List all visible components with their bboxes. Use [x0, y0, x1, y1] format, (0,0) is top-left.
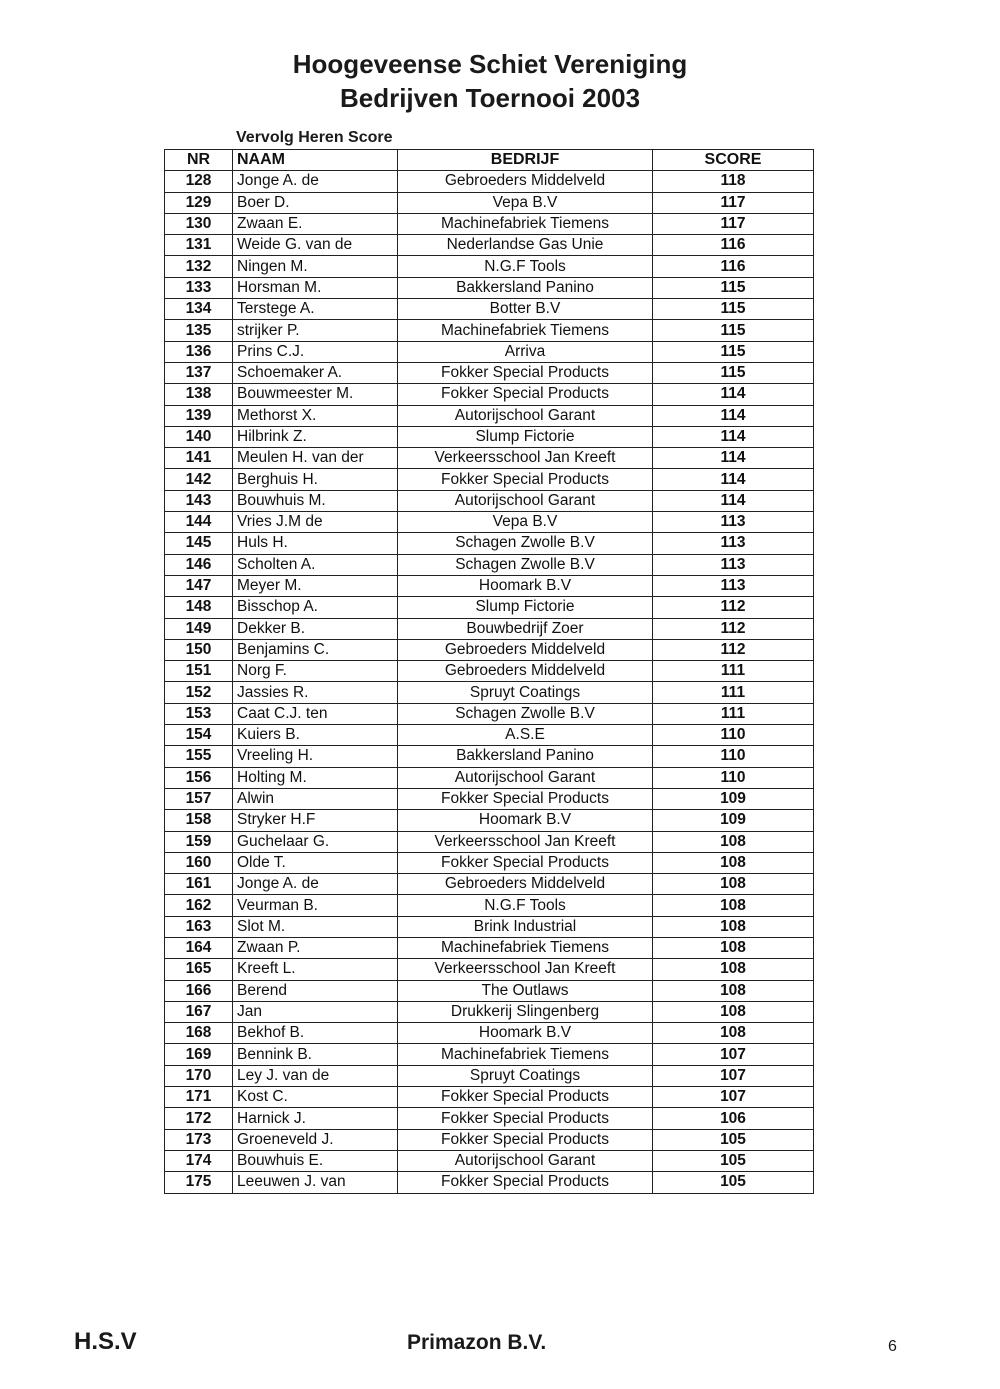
cell-naam: Boer D.	[233, 192, 398, 213]
cell-nr: 154	[165, 725, 233, 746]
table-row	[165, 490, 814, 511]
cell-nr: 132	[165, 256, 233, 277]
cell-nr: 141	[165, 448, 233, 469]
table-row	[165, 277, 814, 298]
cell-bedrijf: Hoomark B.V	[398, 575, 653, 596]
table-row	[165, 1108, 814, 1129]
cell-naam: Jonge A. de	[233, 171, 398, 192]
score-table	[164, 149, 814, 1194]
column-header-nr: NR	[165, 150, 233, 171]
table-row	[165, 1150, 814, 1171]
cell-nr: 164	[165, 937, 233, 958]
cell-nr: 152	[165, 682, 233, 703]
cell-nr: 143	[165, 490, 233, 511]
cell-bedrijf: Autorijschool Garant	[398, 405, 653, 426]
table-row	[165, 1044, 814, 1065]
cell-nr: 171	[165, 1087, 233, 1108]
table-row	[165, 682, 814, 703]
cell-bedrijf: Schagen Zwolle B.V	[398, 703, 653, 724]
page-title: Hoogeveense Schiet Vereniging	[292, 49, 688, 79]
cell-naam: Dekker B.	[233, 618, 398, 639]
cell-score: 108	[653, 959, 814, 980]
cell-naam: Jassies R.	[233, 682, 398, 703]
cell-naam: Huls H.	[233, 533, 398, 554]
cell-score: 110	[653, 725, 814, 746]
cell-score: 115	[653, 299, 814, 320]
cell-naam: Hilbrink Z.	[233, 426, 398, 447]
cell-score: 116	[653, 235, 814, 256]
cell-score: 111	[653, 661, 814, 682]
cell-score: 108	[653, 874, 814, 895]
cell-bedrijf: Fokker Special Products	[398, 852, 653, 873]
cell-naam: Scholten A.	[233, 554, 398, 575]
cell-bedrijf: Schagen Zwolle B.V	[398, 554, 653, 575]
table-row	[165, 725, 814, 746]
page-subtitle: Bedrijven Toernooi 2003	[339, 83, 641, 113]
table-row	[165, 575, 814, 596]
table-row	[165, 299, 814, 320]
table-row	[165, 512, 814, 533]
cell-naam: Prins C.J.	[233, 341, 398, 362]
cell-score: 108	[653, 852, 814, 873]
cell-bedrijf: Machinefabriek Tiemens	[398, 937, 653, 958]
cell-score: 110	[653, 746, 814, 767]
cell-bedrijf: Arriva	[398, 341, 653, 362]
cell-score: 113	[653, 533, 814, 554]
cell-naam: Bouwhuis E.	[233, 1150, 398, 1171]
cell-score: 115	[653, 277, 814, 298]
column-header-score: SCORE	[653, 150, 814, 171]
table-row	[165, 362, 814, 383]
table-row	[165, 1172, 814, 1193]
cell-bedrijf: Brink Industrial	[398, 916, 653, 937]
cell-bedrijf: Bouwbedrijf Zoer	[398, 618, 653, 639]
table-row	[165, 384, 814, 405]
cell-naam: Norg F.	[233, 661, 398, 682]
table-row	[165, 959, 814, 980]
cell-score: 113	[653, 554, 814, 575]
cell-naam: Stryker H.F	[233, 810, 398, 831]
table-row	[165, 1087, 814, 1108]
cell-bedrijf: Vepa B.V	[398, 192, 653, 213]
table-body	[165, 171, 814, 1193]
table-row	[165, 618, 814, 639]
cell-naam: Alwin	[233, 788, 398, 809]
cell-naam: Kost C.	[233, 1087, 398, 1108]
cell-score: 111	[653, 703, 814, 724]
cell-naam: Vries J.M de	[233, 512, 398, 533]
cell-score: 105	[653, 1150, 814, 1171]
cell-score: 108	[653, 831, 814, 852]
table-row	[165, 235, 814, 256]
cell-nr: 134	[165, 299, 233, 320]
table-row	[165, 256, 814, 277]
cell-nr: 149	[165, 618, 233, 639]
cell-naam: Caat C.J. ten	[233, 703, 398, 724]
cell-nr: 135	[165, 320, 233, 341]
cell-naam: Zwaan P.	[233, 937, 398, 958]
cell-naam: Weide G. van de	[233, 235, 398, 256]
cell-nr: 142	[165, 469, 233, 490]
cell-nr: 151	[165, 661, 233, 682]
cell-nr: 161	[165, 874, 233, 895]
cell-score: 105	[653, 1172, 814, 1193]
cell-nr: 156	[165, 767, 233, 788]
cell-naam: Veurman B.	[233, 895, 398, 916]
cell-nr: 129	[165, 192, 233, 213]
cell-naam: Vreeling H.	[233, 746, 398, 767]
cell-bedrijf: Spruyt Coatings	[398, 1065, 653, 1086]
cell-naam: Slot M.	[233, 916, 398, 937]
table-row	[165, 937, 814, 958]
cell-score: 114	[653, 426, 814, 447]
table-row	[165, 213, 814, 234]
cell-bedrijf: Fokker Special Products	[398, 1129, 653, 1150]
cell-nr: 138	[165, 384, 233, 405]
cell-bedrijf: Botter B.V	[398, 299, 653, 320]
cell-nr: 167	[165, 1001, 233, 1022]
cell-nr: 145	[165, 533, 233, 554]
cell-bedrijf: Nederlandse Gas Unie	[398, 235, 653, 256]
cell-nr: 163	[165, 916, 233, 937]
cell-nr: 136	[165, 341, 233, 362]
table-row	[165, 533, 814, 554]
cell-naam: Bouwmeester M.	[233, 384, 398, 405]
cell-bedrijf: Verkeersschool Jan Kreeft	[398, 831, 653, 852]
table-row	[165, 746, 814, 767]
cell-score: 108	[653, 937, 814, 958]
cell-naam: Harnick J.	[233, 1108, 398, 1129]
cell-naam: Kreeft L.	[233, 959, 398, 980]
table-row	[165, 1065, 814, 1086]
cell-score: 114	[653, 469, 814, 490]
cell-bedrijf: N.G.F Tools	[398, 895, 653, 916]
table-row	[165, 916, 814, 937]
cell-score: 109	[653, 810, 814, 831]
table-row	[165, 810, 814, 831]
cell-score: 107	[653, 1087, 814, 1108]
cell-score: 115	[653, 341, 814, 362]
cell-score: 108	[653, 1023, 814, 1044]
table-row	[165, 639, 814, 660]
cell-score: 117	[653, 213, 814, 234]
cell-naam: Ningen M.	[233, 256, 398, 277]
table-row	[165, 192, 814, 213]
cell-score: 117	[653, 192, 814, 213]
cell-nr: 170	[165, 1065, 233, 1086]
cell-nr: 159	[165, 831, 233, 852]
column-header-naam: NAAM	[233, 150, 398, 171]
cell-score: 112	[653, 618, 814, 639]
cell-score: 110	[653, 767, 814, 788]
cell-naam: Guchelaar G.	[233, 831, 398, 852]
cell-score: 111	[653, 682, 814, 703]
cell-naam: Methorst X.	[233, 405, 398, 426]
cell-naam: Jonge A. de	[233, 874, 398, 895]
cell-nr: 155	[165, 746, 233, 767]
table-row	[165, 341, 814, 362]
cell-bedrijf: A.S.E	[398, 725, 653, 746]
cell-bedrijf: Spruyt Coatings	[398, 682, 653, 703]
table-row	[165, 874, 814, 895]
table-row	[165, 405, 814, 426]
cell-naam: Bisschop A.	[233, 597, 398, 618]
cell-bedrijf: Slump Fictorie	[398, 597, 653, 618]
cell-bedrijf: Verkeersschool Jan Kreeft	[398, 959, 653, 980]
cell-naam: Olde T.	[233, 852, 398, 873]
cell-nr: 165	[165, 959, 233, 980]
cell-nr: 174	[165, 1150, 233, 1171]
cell-score: 108	[653, 916, 814, 937]
cell-nr: 131	[165, 235, 233, 256]
table-row	[165, 554, 814, 575]
cell-nr: 137	[165, 362, 233, 383]
table-row	[165, 1023, 814, 1044]
table-row	[165, 767, 814, 788]
table-row	[165, 171, 814, 192]
table-row	[165, 831, 814, 852]
cell-bedrijf: Verkeersschool Jan Kreeft	[398, 448, 653, 469]
cell-bedrijf: Slump Fictorie	[398, 426, 653, 447]
cell-nr: 128	[165, 171, 233, 192]
cell-nr: 147	[165, 575, 233, 596]
cell-bedrijf: Autorijschool Garant	[398, 767, 653, 788]
cell-score: 115	[653, 320, 814, 341]
cell-bedrijf: Fokker Special Products	[398, 1108, 653, 1129]
cell-score: 107	[653, 1044, 814, 1065]
cell-score: 116	[653, 256, 814, 277]
table-row	[165, 1129, 814, 1150]
column-header-bedrijf: BEDRIJF	[398, 150, 653, 171]
cell-nr: 130	[165, 213, 233, 234]
cell-score: 112	[653, 639, 814, 660]
cell-bedrijf: Hoomark B.V	[398, 810, 653, 831]
cell-nr: 133	[165, 277, 233, 298]
cell-bedrijf: Schagen Zwolle B.V	[398, 533, 653, 554]
table-row	[165, 426, 814, 447]
footer-sponsor: Primazon B.V.	[407, 1331, 547, 1354]
cell-bedrijf: Drukkerij Slingenberg	[398, 1001, 653, 1022]
cell-bedrijf: Machinefabriek Tiemens	[398, 320, 653, 341]
table-row	[165, 788, 814, 809]
cell-nr: 140	[165, 426, 233, 447]
cell-nr: 148	[165, 597, 233, 618]
cell-naam: Bouwhuis M.	[233, 490, 398, 511]
table-row	[165, 320, 814, 341]
cell-naam: Leeuwen J. van	[233, 1172, 398, 1193]
cell-naam: Horsman M.	[233, 277, 398, 298]
cell-score: 114	[653, 405, 814, 426]
cell-naam: Groeneveld J.	[233, 1129, 398, 1150]
cell-bedrijf: Machinefabriek Tiemens	[398, 1044, 653, 1065]
cell-naam: Bekhof B.	[233, 1023, 398, 1044]
page-number: 6	[888, 1338, 897, 1355]
cell-nr: 162	[165, 895, 233, 916]
cell-nr: 166	[165, 980, 233, 1001]
cell-score: 114	[653, 448, 814, 469]
cell-score: 114	[653, 384, 814, 405]
cell-bedrijf: Fokker Special Products	[398, 1087, 653, 1108]
cell-naam: Ley J. van de	[233, 1065, 398, 1086]
cell-bedrijf: Autorijschool Garant	[398, 1150, 653, 1171]
cell-bedrijf: Fokker Special Products	[398, 1172, 653, 1193]
cell-score: 108	[653, 895, 814, 916]
cell-naam: strijker P.	[233, 320, 398, 341]
cell-naam: Zwaan E.	[233, 213, 398, 234]
cell-nr: 157	[165, 788, 233, 809]
cell-naam: Schoemaker A.	[233, 362, 398, 383]
cell-nr: 168	[165, 1023, 233, 1044]
footer-club-abbrev: H.S.V	[74, 1328, 137, 1355]
cell-nr: 158	[165, 810, 233, 831]
cell-naam: Berghuis H.	[233, 469, 398, 490]
cell-bedrijf: Machinefabriek Tiemens	[398, 213, 653, 234]
cell-nr: 139	[165, 405, 233, 426]
table-row	[165, 852, 814, 873]
cell-bedrijf: Bakkersland Panino	[398, 746, 653, 767]
cell-naam: Berend	[233, 980, 398, 1001]
cell-score: 107	[653, 1065, 814, 1086]
cell-bedrijf: Bakkersland Panino	[398, 277, 653, 298]
table-header-row	[165, 150, 814, 171]
table-row	[165, 1001, 814, 1022]
cell-nr: 144	[165, 512, 233, 533]
table-row	[165, 980, 814, 1001]
cell-score: 113	[653, 512, 814, 533]
cell-bedrijf: Fokker Special Products	[398, 788, 653, 809]
cell-bedrijf: Fokker Special Products	[398, 384, 653, 405]
cell-bedrijf: Gebroeders Middelveld	[398, 171, 653, 192]
cell-nr: 146	[165, 554, 233, 575]
table-row	[165, 448, 814, 469]
cell-nr: 169	[165, 1044, 233, 1065]
cell-score: 115	[653, 362, 814, 383]
cell-bedrijf: N.G.F Tools	[398, 256, 653, 277]
table-row	[165, 661, 814, 682]
cell-naam: Holting M.	[233, 767, 398, 788]
cell-bedrijf: Gebroeders Middelveld	[398, 661, 653, 682]
table-row	[165, 597, 814, 618]
cell-bedrijf: Fokker Special Products	[398, 469, 653, 490]
cell-nr: 153	[165, 703, 233, 724]
cell-score: 113	[653, 575, 814, 596]
cell-bedrijf: Autorijschool Garant	[398, 490, 653, 511]
cell-score: 106	[653, 1108, 814, 1129]
cell-score: 112	[653, 597, 814, 618]
cell-naam: Terstege A.	[233, 299, 398, 320]
cell-naam: Kuiers B.	[233, 725, 398, 746]
table-row	[165, 469, 814, 490]
cell-score: 105	[653, 1129, 814, 1150]
table-row	[165, 703, 814, 724]
cell-score: 109	[653, 788, 814, 809]
cell-bedrijf: Vepa B.V	[398, 512, 653, 533]
cell-naam: Meulen H. van der	[233, 448, 398, 469]
cell-naam: Bennink B.	[233, 1044, 398, 1065]
cell-score: 108	[653, 980, 814, 1001]
cell-nr: 160	[165, 852, 233, 873]
section-label: Vervolg Heren Score	[236, 129, 393, 146]
cell-bedrijf: Gebroeders Middelveld	[398, 639, 653, 660]
cell-score: 118	[653, 171, 814, 192]
cell-bedrijf: Hoomark B.V	[398, 1023, 653, 1044]
cell-bedrijf: Gebroeders Middelveld	[398, 874, 653, 895]
cell-naam: Meyer M.	[233, 575, 398, 596]
cell-nr: 175	[165, 1172, 233, 1193]
cell-nr: 150	[165, 639, 233, 660]
cell-nr: 172	[165, 1108, 233, 1129]
table-row	[165, 895, 814, 916]
cell-bedrijf: Fokker Special Products	[398, 362, 653, 383]
cell-score: 108	[653, 1001, 814, 1022]
cell-bedrijf: The Outlaws	[398, 980, 653, 1001]
cell-naam: Benjamins C.	[233, 639, 398, 660]
cell-naam: Jan	[233, 1001, 398, 1022]
cell-score: 114	[653, 490, 814, 511]
cell-nr: 173	[165, 1129, 233, 1150]
